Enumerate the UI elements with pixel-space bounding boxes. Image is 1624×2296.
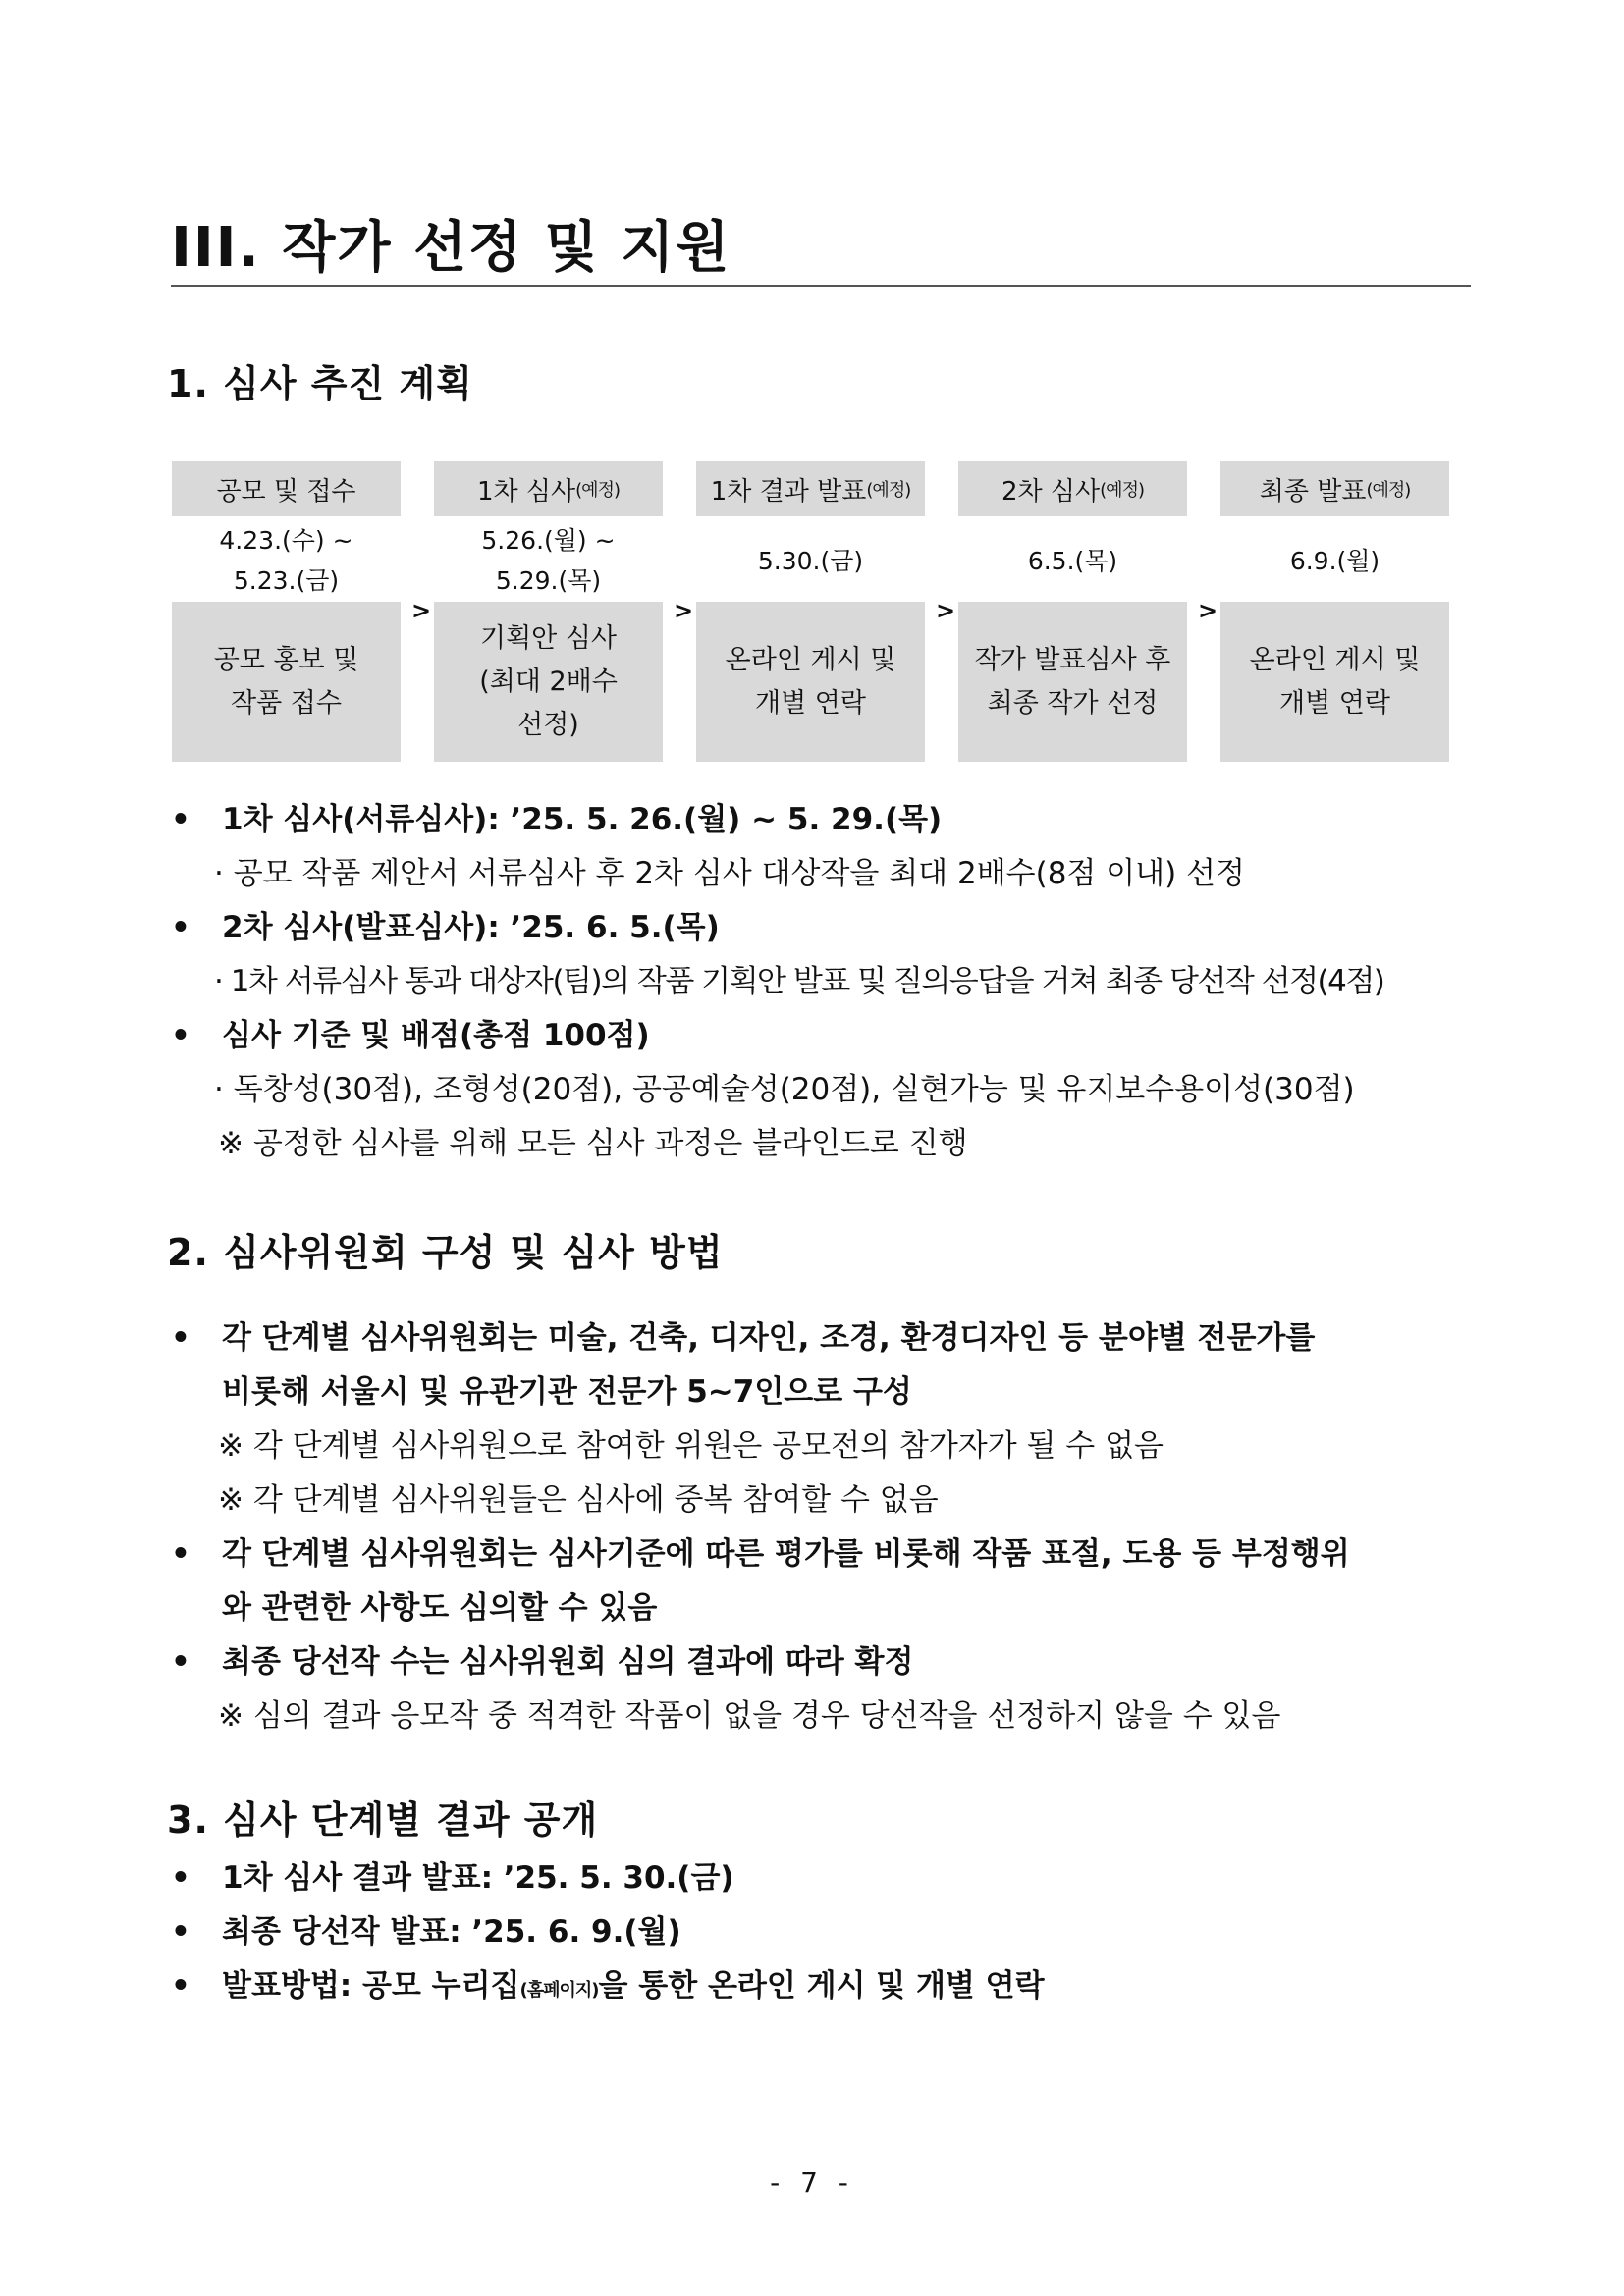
stage-label-suffix: (예정) — [575, 480, 620, 501]
timeline-stage-3 — [696, 461, 925, 762]
bullet-first-review — [171, 800, 942, 839]
blind-review-note: ※ 공정한 심사를 위해 모든 심사 과정은 블라인드로 진행 — [218, 1126, 968, 1161]
stage-description — [434, 602, 663, 762]
stage-header — [434, 461, 663, 516]
stage-description-line: (최대 2배수 — [479, 666, 618, 697]
bullet-second-review — [171, 908, 720, 947]
stage-header — [1220, 461, 1449, 516]
bullet-icon: • — [171, 1644, 190, 1680]
bullet-final-count — [171, 1642, 913, 1682]
timeline-stage-2 — [434, 461, 663, 762]
stage-date — [172, 520, 401, 601]
bullet-final-result — [171, 1912, 681, 1951]
bullet-announce-method — [171, 1966, 1045, 2010]
stage-label: 2차 심사 — [1001, 476, 1101, 507]
stage-header — [958, 461, 1187, 516]
bullet-committee-composition — [171, 1318, 1315, 1358]
stage-description — [1220, 602, 1449, 762]
bullet-text: 각 단계별 심사위원회는 심사기준에 따른 평가를 비롯해 작품 표절, 도용 등 부정행위 — [222, 1536, 1350, 1572]
timeline-arrow: > — [1198, 597, 1218, 624]
bullet-text: 각 단계별 심사위원회는 미술, 건축, 디자인, 조경, 환경디자인 등 분야별 전문가를 — [222, 1320, 1316, 1356]
stage-description-line: 작가 발표심사 후 — [974, 644, 1171, 675]
stage-description-line: 공모 홍보 및 — [213, 644, 359, 675]
stage-description-line: 개별 연락 — [1279, 687, 1390, 719]
stage-header — [172, 461, 401, 516]
bullet-text: 을 통한 온라인 게시 및 개별 연락 — [598, 1968, 1045, 2003]
stage-description-line: 온라인 게시 및 — [725, 644, 896, 675]
stage-label: 1차 결과 발표 — [710, 476, 867, 507]
stage-description-line: 선정) — [517, 709, 579, 740]
bullet-text: 최종 당선작 발표: ’25. 6. 9.(월) — [222, 1914, 681, 1949]
stage-label-suffix: (예정) — [1366, 480, 1411, 501]
title-divider — [171, 285, 1471, 287]
stage-description — [958, 602, 1187, 762]
bullet-text: 1차 심사(서류심사): ’25. 5. 26.(월) ~ 5. 29.(목) — [222, 802, 943, 837]
bullet-text: 심사 기준 및 배점(총점 100점) — [222, 1018, 650, 1053]
stage-date — [696, 520, 925, 601]
timeline-stage-5 — [1220, 461, 1449, 762]
stage-date-line: 6.9.(월) — [1289, 546, 1380, 575]
stage-label-suffix: (예정) — [1100, 480, 1144, 501]
bullet-text-small: (홈페이지) — [519, 1980, 599, 2001]
stage-description-line: 기획안 심사 — [480, 622, 617, 654]
stage-date — [1220, 520, 1449, 601]
bullet-first-result — [171, 1858, 734, 1897]
page-number: - 7 - — [770, 2166, 854, 2199]
bullet-icon: • — [171, 1536, 190, 1572]
stage-description — [696, 602, 925, 762]
bullet-committee-review — [171, 1534, 1350, 1574]
bullet-icon: • — [171, 1914, 190, 1949]
stage-description — [172, 602, 401, 762]
bullet-second-review-detail: · 1차 서류심사 통과 대상자(팀)의 작품 기획안 발표 및 질의응답을 거쳐 최종 당선작 선정(4점) — [214, 964, 1384, 999]
timeline-arrow: > — [674, 597, 694, 624]
section-title-committee: 2. 심사위원회 구성 및 심사 방법 — [167, 1231, 724, 1274]
section-title-review-plan: 1. 심사 추진 계획 — [167, 362, 473, 405]
stage-label: 공모 및 접수 — [216, 476, 356, 507]
bullet-first-review-detail: · 공모 작품 제안서 서류심사 후 2차 심사 대상작을 최대 2배수(8점 이내) 선정 — [214, 856, 1245, 891]
stage-date-line: 5.26.(월) ~ — [481, 526, 616, 555]
committee-note-1: ※ 각 단계별 심사위원으로 참여한 위원은 공모전의 참가자가 될 수 없음 — [218, 1428, 1164, 1464]
stage-date-line: 6.5.(목) — [1027, 546, 1118, 575]
stage-description-line: 온라인 게시 및 — [1249, 644, 1421, 675]
bullet-icon: • — [171, 910, 190, 945]
chapter-title: III. 작가 선정 및 지원 — [171, 216, 731, 280]
stage-description-line: 개별 연락 — [755, 687, 866, 719]
stage-label-suffix: (예정) — [866, 480, 911, 501]
bullet-committee-composition-cont: 비롯해 서울시 및 유관기관 전문가 5~7인으로 구성 — [222, 1374, 912, 1410]
committee-note-2: ※ 각 단계별 심사위원들은 심사에 중복 참여할 수 없음 — [218, 1482, 939, 1518]
stage-date — [434, 520, 663, 601]
bullet-text: 발표방법: 공모 누리집 — [222, 1968, 520, 2003]
stage-date-line: 5.30.(금) — [757, 546, 864, 575]
bullet-icon: • — [171, 1320, 190, 1356]
review-timeline — [172, 461, 1452, 762]
timeline-arrow: > — [936, 597, 956, 624]
bullet-icon: • — [171, 1018, 190, 1053]
bullet-review-criteria — [171, 1016, 650, 1055]
bullet-review-criteria-detail: · 독창성(30점), 조형성(20점), 공공예술성(20점), 실현가능 및 유지보수용이성(30점) — [214, 1072, 1355, 1107]
stage-date-line: 4.23.(수) ~ — [219, 526, 353, 555]
stage-label: 최종 발표 — [1259, 476, 1367, 507]
bullet-text: 최종 당선작 수는 심사위원회 심의 결과에 따라 확정 — [222, 1644, 914, 1680]
final-count-note: ※ 심의 결과 응모작 중 적격한 작품이 없을 경우 당선작을 선정하지 않을 수 있음 — [218, 1698, 1281, 1734]
stage-date-line: 5.29.(목) — [495, 566, 602, 595]
bullet-text: 2차 심사(발표심사): ’25. 6. 5.(목) — [222, 910, 720, 945]
stage-label: 1차 심사 — [477, 476, 576, 507]
bullet-icon: • — [171, 1968, 190, 2003]
bullet-committee-review-cont: 와 관련한 사항도 심의할 수 있음 — [222, 1590, 658, 1626]
stage-description-line: 최종 작가 선정 — [987, 687, 1159, 719]
bullet-icon: • — [171, 802, 190, 837]
stage-date — [958, 520, 1187, 601]
timeline-stage-1 — [172, 461, 401, 762]
bullet-icon: • — [171, 1860, 190, 1896]
stage-description-line: 작품 접수 — [231, 687, 342, 719]
stage-date-line: 5.23.(금) — [233, 566, 340, 595]
timeline-stage-4 — [958, 461, 1187, 762]
bullet-text: 1차 심사 결과 발표: ’25. 5. 30.(금) — [222, 1860, 734, 1896]
section-title-results: 3. 심사 단계별 결과 공개 — [167, 1798, 599, 1842]
stage-header — [696, 461, 925, 516]
timeline-arrow: > — [411, 597, 432, 624]
